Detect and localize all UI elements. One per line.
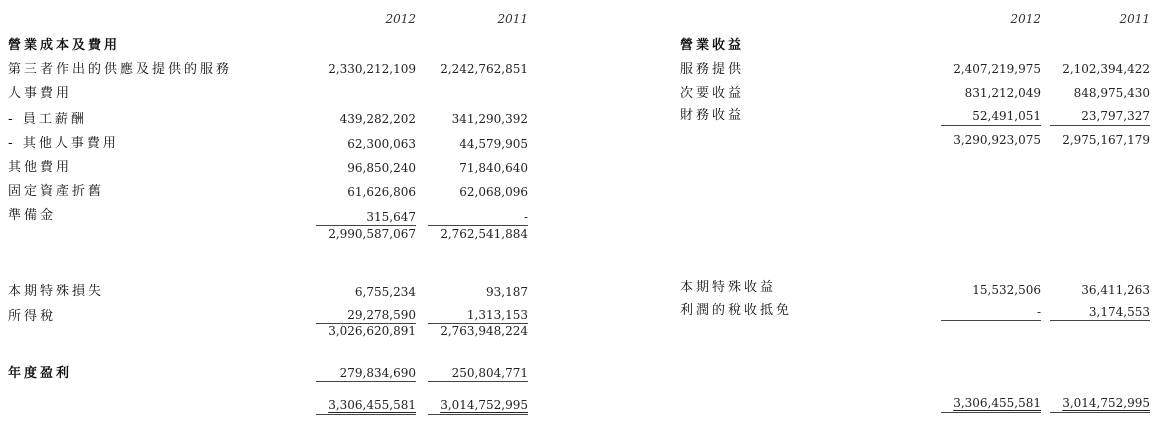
row-label: 服務提供	[680, 62, 745, 77]
row-value-2012: 29,278,590	[347, 308, 416, 322]
divider	[428, 381, 528, 382]
row-label: 利潤的稅收抵免	[680, 303, 793, 318]
subtotal-2012: 2,990,587,067	[328, 227, 416, 241]
row-label: 次要收益	[680, 86, 745, 101]
row-value-2012: 96,850,240	[347, 161, 416, 175]
row-label: 本期特殊損失	[8, 284, 105, 299]
row-value-2011: 2,102,394,422	[1062, 62, 1150, 76]
total-underline	[316, 414, 416, 415]
row-label: 固定資產折舊	[8, 184, 105, 199]
row-value-2012: 439,282,202	[339, 112, 416, 126]
row-value-2011: 848,975,430	[1073, 86, 1150, 100]
total-2011: 3,014,752,995	[440, 398, 528, 412]
divider	[316, 225, 416, 226]
subtotal-2012: 3,026,620,891	[328, 324, 416, 338]
year-header-2011: 2011	[1119, 12, 1150, 26]
year-header-2012: 2012	[385, 12, 416, 26]
total-underline	[1050, 412, 1150, 413]
total-2012: 3,306,455,581	[953, 396, 1041, 410]
profit-2012: 279,834,690	[339, 366, 416, 380]
row-value-2011: 71,840,640	[459, 161, 528, 175]
row-value-2011: 1,313,153	[466, 308, 528, 322]
total-underline	[941, 412, 1041, 413]
row-value-2012: 2,330,212,109	[328, 62, 416, 76]
row-label: 本期特殊收益	[680, 280, 777, 295]
row-value-2011: 44,579,905	[459, 137, 528, 151]
row-label: 準備金	[8, 208, 57, 223]
row-label: 所得稅	[8, 309, 57, 324]
section-heading-costs: 營業成本及費用	[8, 38, 121, 53]
divider	[428, 225, 528, 226]
row-value-2012: 61,626,806	[347, 185, 416, 199]
row-label: 第三者作出的供應及提供的服務	[8, 62, 233, 77]
row-value-2012: 831,212,049	[964, 86, 1041, 100]
total-2012: 3,306,455,581	[328, 398, 416, 412]
row-value-2012: 15,532,506	[972, 283, 1041, 297]
divider	[941, 125, 1041, 126]
row-value-2011: 3,174,553	[1088, 305, 1150, 319]
total-underline	[428, 414, 528, 415]
annual-profit-label: 年度盈利	[8, 366, 73, 381]
divider	[1050, 125, 1150, 126]
row-value-2012: -	[1036, 305, 1041, 319]
subtotal-2011: 2,763,948,224	[440, 324, 528, 338]
row-value-2012: 62,300,063	[347, 137, 416, 151]
row-value-2011: 341,290,392	[451, 112, 528, 126]
row-value-2011: 93,187	[486, 285, 528, 299]
row-value-2012: 52,491,051	[972, 109, 1041, 123]
row-value-2011: 62,068,096	[459, 185, 528, 199]
year-header-2011: 2011	[497, 12, 528, 26]
row-value-2012: 6,755,234	[354, 285, 416, 299]
row-value-2011: -	[523, 210, 528, 224]
divider	[1050, 320, 1150, 321]
row-value-2011: 2,242,762,851	[440, 62, 528, 76]
row-label: 人事費用	[8, 86, 73, 101]
subtotal-2012: 3,290,923,075	[953, 133, 1041, 147]
row-value-2012: 2,407,219,975	[953, 62, 1041, 76]
divider	[316, 381, 416, 382]
row-label: 財務收益	[680, 108, 745, 123]
year-header-2012: 2012	[1010, 12, 1041, 26]
row-label: - 員工薪酬	[8, 112, 87, 127]
section-heading-revenue: 營業收益	[680, 38, 745, 53]
subtotal-2011: 2,975,167,179	[1062, 133, 1150, 147]
subtotal-2011: 2,762,541,884	[440, 227, 528, 241]
row-label: - 其他人事費用	[8, 136, 119, 151]
row-value-2011: 36,411,263	[1081, 283, 1150, 297]
row-value-2011: 23,797,327	[1081, 109, 1150, 123]
total-2011: 3,014,752,995	[1062, 396, 1150, 410]
profit-2011: 250,804,771	[451, 366, 528, 380]
row-label: 其他費用	[8, 160, 73, 175]
divider	[941, 320, 1041, 321]
row-value-2012: 315,647	[366, 210, 416, 224]
